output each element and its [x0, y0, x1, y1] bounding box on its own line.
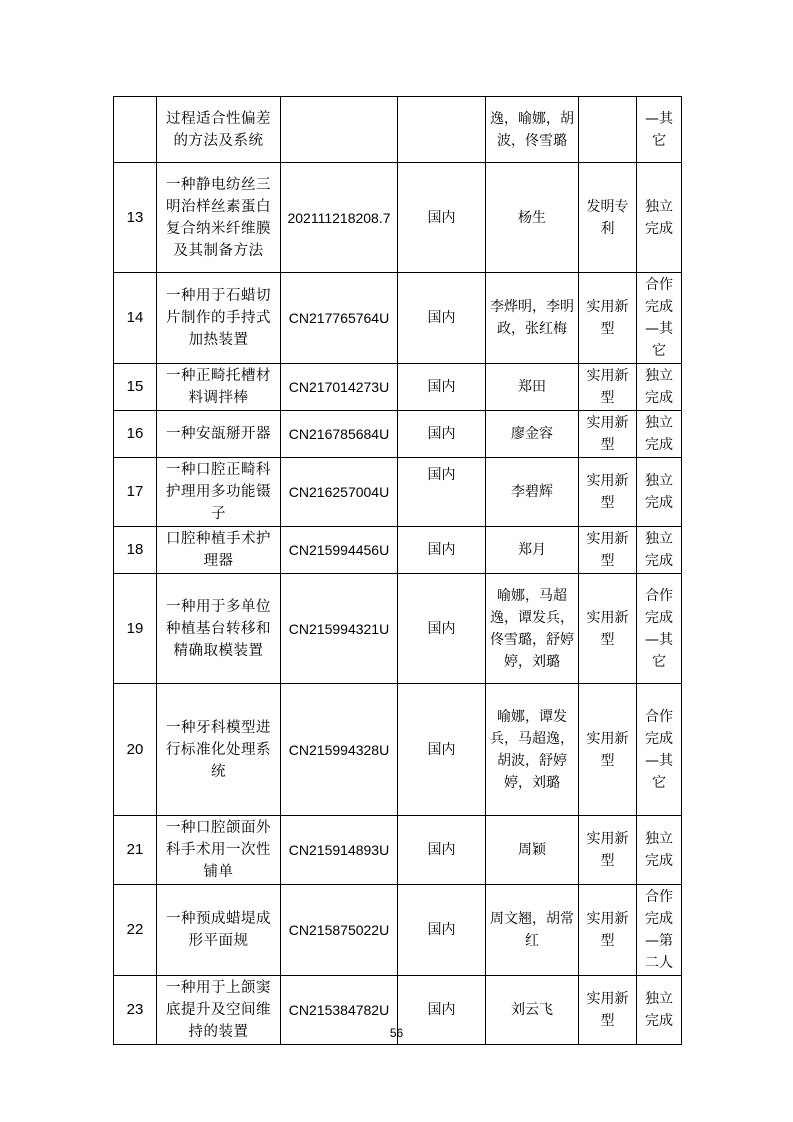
patent-title: 一种用于上颌窦底提升及空间维持的装置 — [157, 976, 281, 1045]
completion-status: 独立完成 — [637, 816, 682, 885]
row-number: 23 — [114, 976, 157, 1045]
patent-title: 一种口腔颌面外科手术用一次性铺单 — [157, 816, 281, 885]
patent-type: 实用新型 — [579, 273, 637, 364]
completion-status: 合作完成—其它 — [637, 273, 682, 364]
row-number: 17 — [114, 458, 157, 527]
table-row — [114, 885, 682, 976]
completion-status: 合作完成—其它 — [637, 684, 682, 816]
patent-type: 实用新型 — [579, 816, 637, 885]
table-row — [114, 574, 682, 684]
patent-inventors: 杨生 — [486, 163, 579, 273]
patent-title: 一种用于石蜡切片制作的手持式加热装置 — [157, 273, 281, 364]
row-number: 15 — [114, 364, 157, 411]
page-number: 56 — [389, 1026, 404, 1040]
patent-type: 实用新型 — [579, 574, 637, 684]
patent-number: CN215994328U — [281, 684, 398, 816]
patent-title: 一种正畸托槽材料调拌棒 — [157, 364, 281, 411]
table-row — [114, 816, 682, 885]
patent-inventors: 喻娜，马超逸，谭发兵，佟雪璐，舒婷婷，刘璐 — [486, 574, 579, 684]
patent-number: CN217765764U — [281, 273, 398, 364]
patent-type: 实用新型 — [579, 527, 637, 574]
completion-status: 独立完成 — [637, 163, 682, 273]
table-row — [114, 364, 682, 411]
patent-title: 一种预成蜡堤成形平面规 — [157, 885, 281, 976]
row-number: 14 — [114, 273, 157, 364]
completion-status: 独立完成 — [637, 364, 682, 411]
patent-title: 一种静电纺丝三明治样丝素蛋白复合纳米纤维膜及其制备方法 — [157, 163, 281, 273]
patent-region: 国内 — [398, 273, 486, 364]
completion-status: —其它 — [637, 97, 682, 163]
patent-table — [113, 96, 682, 1045]
patent-inventors: 刘云飞 — [486, 976, 579, 1045]
row-number: 13 — [114, 163, 157, 273]
patent-number: CN215994321U — [281, 574, 398, 684]
patent-title: 一种牙科模型进行标准化处理系统 — [157, 684, 281, 816]
patent-title: 一种安瓿掰开器 — [157, 411, 281, 458]
patent-inventors: 李烨明，李明政，张红梅 — [486, 273, 579, 364]
patent-number: CN216257004U — [281, 458, 398, 527]
row-number: 22 — [114, 885, 157, 976]
patent-region: 国内 — [398, 411, 486, 458]
patent-title: 一种用于多单位种植基台转移和精确取模装置 — [157, 574, 281, 684]
table-row — [114, 458, 682, 527]
row-number — [114, 97, 157, 163]
patent-title: 过程适合性偏差的方法及系统 — [157, 97, 281, 163]
patent-number: CN216785684U — [281, 411, 398, 458]
row-number: 20 — [114, 684, 157, 816]
patent-region — [398, 97, 486, 163]
patent-number: CN215994456U — [281, 527, 398, 574]
patent-region: 国内 — [398, 458, 486, 527]
completion-status: 独立完成 — [637, 411, 682, 458]
patent-inventors: 廖金容 — [486, 411, 579, 458]
patent-inventors: 周文翘，胡常红 — [486, 885, 579, 976]
patent-inventors: 郑月 — [486, 527, 579, 574]
patent-number: CN215914893U — [281, 816, 398, 885]
completion-status: 独立完成 — [637, 527, 682, 574]
patent-number: CN215384782U — [281, 976, 398, 1045]
patent-type: 发明专利 — [579, 163, 637, 273]
table-row — [114, 273, 682, 364]
patent-type: 实用新型 — [579, 885, 637, 976]
patent-type — [579, 97, 637, 163]
patent-inventors: 李碧辉 — [486, 458, 579, 527]
patent-region: 国内 — [398, 574, 486, 684]
patent-inventors: 逸，喻娜，胡波，佟雪璐 — [486, 97, 579, 163]
table-row — [114, 97, 682, 163]
patent-type: 实用新型 — [579, 976, 637, 1045]
patent-region: 国内 — [398, 816, 486, 885]
patent-number: CN215875022U — [281, 885, 398, 976]
patent-inventors: 喻娜，谭发兵，马超逸，胡波，舒婷婷，刘璐 — [486, 684, 579, 816]
completion-status: 独立完成 — [637, 976, 682, 1045]
completion-status: 独立完成 — [637, 458, 682, 527]
patent-number: CN217014273U — [281, 364, 398, 411]
patent-type: 实用新型 — [579, 411, 637, 458]
row-number: 16 — [114, 411, 157, 458]
row-number: 18 — [114, 527, 157, 574]
patent-title: 一种口腔正畸科护理用多功能镊子 — [157, 458, 281, 527]
completion-status: 合作完成—其它 — [637, 574, 682, 684]
patent-region: 国内 — [398, 163, 486, 273]
patent-region: 国内 — [398, 684, 486, 816]
row-number: 21 — [114, 816, 157, 885]
patent-inventors: 周颖 — [486, 816, 579, 885]
patent-inventors: 郑田 — [486, 364, 579, 411]
table-row — [114, 163, 682, 273]
patent-region: 国内 — [398, 885, 486, 976]
patent-region: 国内 — [398, 364, 486, 411]
patent-type: 实用新型 — [579, 458, 637, 527]
table-row — [114, 411, 682, 458]
patent-title: 口腔种植手术护理器 — [157, 527, 281, 574]
patent-type: 实用新型 — [579, 684, 637, 816]
patent-number: 202111218208.7 — [281, 163, 398, 273]
table-row — [114, 527, 682, 574]
patent-number — [281, 97, 398, 163]
patent-type: 实用新型 — [579, 364, 637, 411]
table-row — [114, 684, 682, 816]
row-number: 19 — [114, 574, 157, 684]
patent-region: 国内 — [398, 976, 486, 1045]
patent-region: 国内 — [398, 527, 486, 574]
completion-status: 合作完成—第二人 — [637, 885, 682, 976]
